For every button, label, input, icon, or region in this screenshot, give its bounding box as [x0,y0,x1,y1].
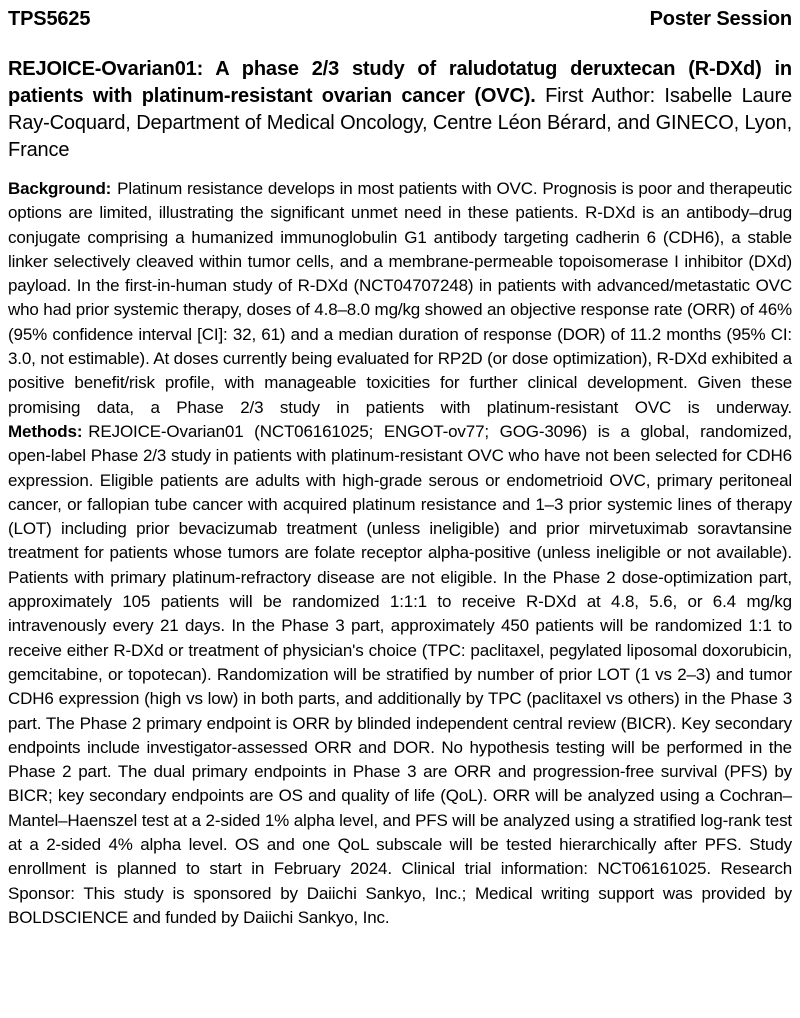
study-title: REJOICE-Ovarian01: A phase 2/3 study of raludotatug deruxtecan (R-DXd) in patients with platinum-resistant ovarian cancer (OVC). [8,58,792,107]
background-text: Platinum resistance develops in most patients with OVC. Prognosis is poor and therapeutic options are limited, illustrating the significant unmet need in these patients. R-DXd is an antibody–drug conjugate comprising a humanized immunoglobulin G1 antibody targeting cadherin 6 (CDH6), a stable linker selectively cleaved within tumor cells, and a membrane-permeable topoisomerase I inhibitor (DXd) payload. In the first-in-human study of R-DXd (NCT04707248) in patients with advanced/metastatic OVC who had prior systemic therapy, doses of 4.8–8.0 mg/kg showed an objective response rate (ORR) of 46% (95% confidence interval [CI]: 32, 61) and a median duration of response (DOR) of 11.2 months (95% CI: 3.0, not estimable). At doses currently being evaluated for RP2D (or dose optimization), R-DXd exhibited a positive benefit/risk profile, with manageable toxicities for further clinical development. Given these promising data, a Phase 2/3 study in patients with platinum-resistant OVC is underway. [8,179,792,417]
title-block [8,56,792,164]
methods-label: Methods: [8,421,83,441]
trial-info-label: Clinical trial information: [401,859,588,879]
sponsor-text: This study is sponsored by Daiichi Sankyo, Inc.; Medical writing support was provided by BOLDSCIENCE and funded by Daiichi Sankyo, Inc. [8,883,792,927]
author-info: First Author: Isabelle Laure Ray-Coquard, Department of Medical Oncology, Centre Léon Bérard, and GINECO, Lyon, France [8,85,792,161]
sponsor-label: Research Sponsor: [8,859,793,903]
abstract-body [8,177,792,930]
background-label: Background: [8,179,112,198]
trial-info-value: NCT06161025. [597,859,711,879]
session-type: Poster Session [649,8,792,30]
abstract-id: TPS5625 [8,8,91,30]
methods-text: REJOICE-Ovarian01 (NCT06161025; ENGOT-ov77; GOG-3096) is a global, randomized, open-label Phase 2/3 study in patients with platinum-resistant OVC who have not been selected for CDH6 expression. Eligible patients are adults with high-grade serous or endometrioid OVC, primary peritoneal cancer, or fallopian tube cancer with acquired platinum resistance and 1–3 prior systemic lines of therapy (LOT) including prior bevacizumab treatment (unless ineligible) and prior mirvetuximab soravtansine treatment for patients whose tumors are folate receptor alpha-positive (unless ineligible or not available). Patients with primary platinum-refractory disease are not eligible. In the Phase 2 dose-optimization part, approximately 105 patients will be randomized 1:1:1 to receive R-DXd at 4.8, 5.6, or 6.4 mg/kg intravenously every 21 days. In the Phase 3 part, approximately 450 patients will be randomized 1:1 to receive either R-DXd or treatment of physician's choice (TPC: paclitaxel, pegylated liposomal doxorubicin, gemcitabine, or topotecan). Randomization will be stratified by number of prior LOT (1 vs 2–3) and tumor CDH6 expression (high vs low) in both parts, and additionally by TPC (paclitaxel vs others) in the Phase 3 part. The Phase 2 primary endpoint is ORR by blinded independent central review (BICR). Key secondary endpoints include investigator-assessed ORR and DOR. No hypothesis testing will be performed in the Phase 2 part. The dual primary endpoints in Phase 3 are ORR and progression-free survival (PFS) by BICR; key secondary endpoints are OS and quality of life (QoL). ORR will be analyzed using a Cochran–Mantel–Haenszel test at a 2-sided 1% alpha level, and PFS will be analyzed using a stratified log-rank test at a 2-sided 4% alpha level. OS and one QoL subscale will be tested hierarchically after PFS. Study enrollment is planned to start in February 2024. [8,421,792,879]
document-header [8,6,792,32]
